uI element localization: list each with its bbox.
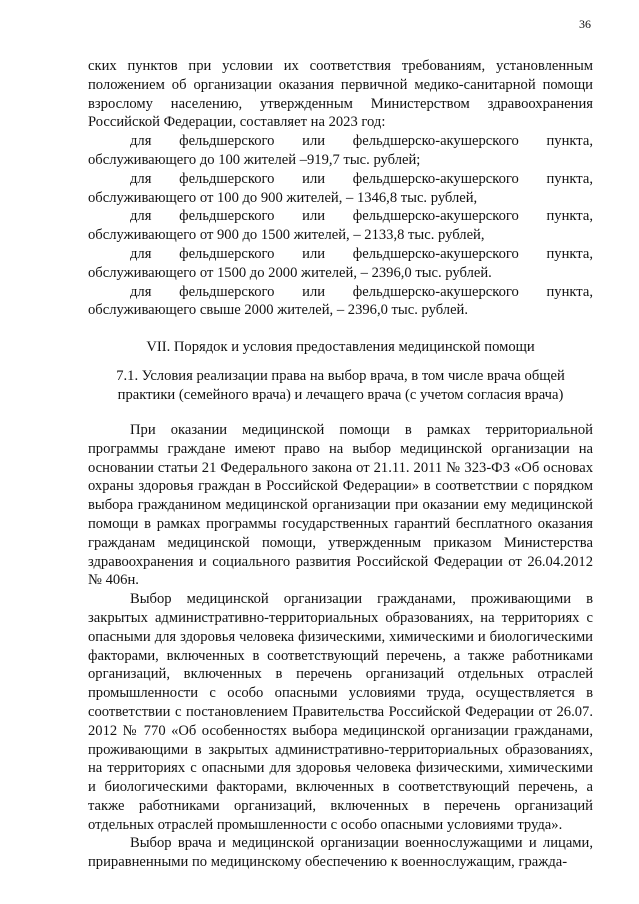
subsection-title-line: 7.1. Условия реализации права на выбор врача, в том числе врача общей [116,367,565,384]
paragraph: для фельдшерского или фельдшерско-акушерского пункта, обслуживающего от 100 до 900 жителей, – 1346,8 тыс. рублей, [88,170,593,206]
paragraph: для фельдшерского или фельдшерско-акушерского пункта, обслуживающего до 100 жителей –919,7 тыс. рублей; [88,133,593,168]
paragraph: Выбор медицинской организации гражданами, проживающими в закрытых административно-территориальных образованиях, на территориях с опасными для здоровья человека физическими, химическими и биологическими факторами, включенных в соответствующий перечень, а также работниками организаций, включенных в перечень организаций отдельных отраслей промышленности с особо опасными условиями труда, осуществляется в соответствии с постановлением Правительства Российской Федерации от 26.07. 2012 № 770 «Об особенностях выбора медицинской организации гражданами, проживающими в закрытых административно-территориальных образованиях, на территориях с опасными для здоровья человека физическими, химическими и биологическими факторами, включенных в соответствующий перечень, а также работниками организаций, включенных в перечень организаций отдельных отраслей промышленности с особо опасными условиями труда». [88,591,593,833]
paragraph: для фельдшерского или фельдшерско-акушерского пункта, обслуживающего от 900 до 1500 жителей, – 2133,8 тыс. рублей, [88,208,593,244]
paragraph: Выбор врача и медицинской организации военнослужащими и лицами, приравненными по медицинскому обеспечению к военнослужащим, гражда- [88,835,593,871]
paragraph: для фельдшерского или фельдшерско-акушерского пункта, обслуживающего свыше 2000 жителей, – 2396,0 тыс. рублей. [88,283,593,319]
paragraph: для фельдшерского или фельдшерско-акушерского пункта, обслуживающего от 1500 до 2000 жителей, – 2396,0 тыс. рублей. [88,245,593,281]
page-number: 36 [579,17,591,31]
section-title: VII. Порядок и условия предоставления медицинской помощи [146,339,535,356]
paragraph: При оказании медицинской помощи в рамках территориальной программы граждане имеют право на выбор медицинской организации на основании статьи 21 Федерального закона от 21.11. 2011 № 323-ФЗ «Об основах охраны здоровья граждан в Российской Федерации» в соответствии с порядком выбора гражданином медицинской организации при оказании ему медицинской помощи в рамках программы государственных гарантий бесплатного оказания гражданам медицинской помощи, утвержденным приказом Министерства здравоохранения и социального развития Российской Федерации от 26.04.2012 № 406н. [88,421,593,589]
subsection-title [88,367,593,405]
subsection-title-line: практики (семейного врача) и лечащего врача (с учетом согласия врача) [117,386,564,403]
paragraph: ских пунктов при условии их соответствия требованиям, установленным положением об организации оказания первичной медико-санитарной помощи взрослому населению, утвержденным Министерством здравоохранения Российской Федерации, составляет на 2023 год: [88,58,593,131]
document-body [88,57,593,872]
